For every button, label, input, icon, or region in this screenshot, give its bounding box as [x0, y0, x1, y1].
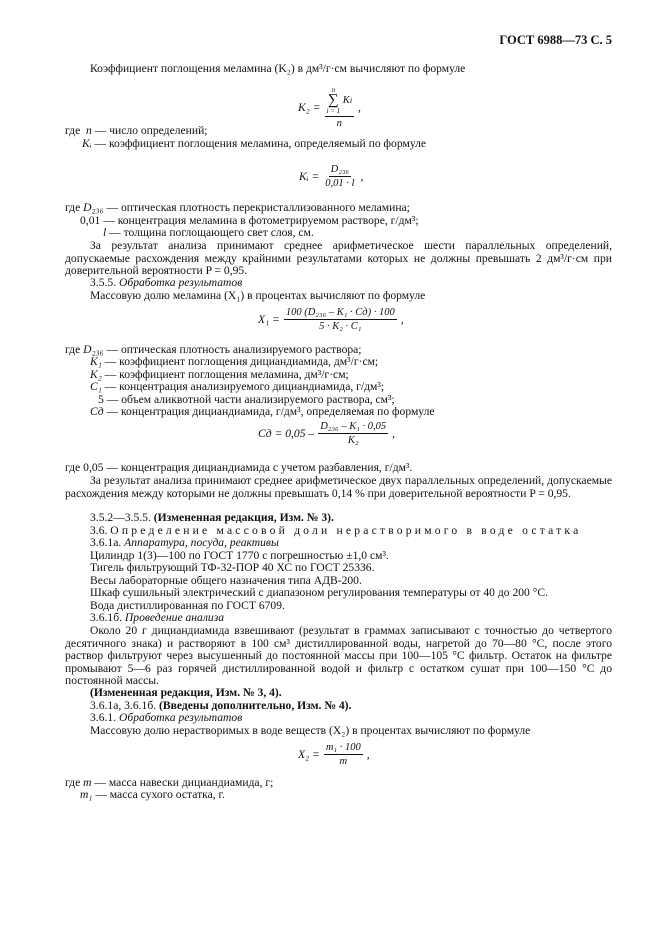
equipment-item: Весы лабораторные общего назначения типа АДВ-200. — [90, 574, 362, 587]
formula-x2: X₂ = $\frac{\text{m₁ · 100}}{m}$ , — [298, 742, 370, 767]
text-line: Коэффициент поглощения меламина (K₂) в дм³/г·см вычисляют по формуле — [90, 62, 466, 75]
amendment-note: 3.6.1а, 3.6.1б. (Введены дополнительно, Изм. № 4). — [90, 699, 352, 712]
text-line: Массовую долю нерастворимых в воде веществ (X₂) в процентах вычисляют по формуле — [90, 724, 531, 737]
sum-upper: n — [331, 86, 336, 94]
equipment-item: Вода дистиллированная по ГОСТ 6709. — [90, 599, 285, 612]
formula-ki: Kᵢ = $\frac{\text{D₂₃₆}}{0,01 \cdot l}$ , — [299, 164, 364, 189]
section-3-6-1b: 3.6.1б. Проведение анализа — [90, 611, 225, 624]
where-c1: C₁ — концентрация анализируемого дициандиамида, г/дм³; — [90, 380, 385, 393]
where-cd: Cд — концентрация дициандиамида, г/дм³, определяемая по формуле — [90, 405, 435, 418]
amendment-note: (Измененная редакция, Изм. № 3, 4). — [90, 686, 282, 699]
formula-den: n — [336, 118, 342, 129]
amendment-note: 3.5.2—3.5.5. (Измененная редакция, Изм. № 3). — [90, 511, 334, 524]
where-d236-2: где D₂₃₆ — оптическая плотность анализируемого раствора; — [65, 343, 362, 356]
section-3-6-1a: 3.6.1а. Аппаратура, посуда, реактивы — [90, 536, 279, 549]
sum-term: K — [342, 95, 350, 106]
equipment-item: Цилиндр 1(3)—100 по ГОСТ 1770 с погрешностью ±1,0 см³. — [90, 549, 389, 562]
where-005: где 0,05 — концентрация дициандиамида с учетом разбавления, г/дм³. — [65, 461, 413, 474]
formula-k2: K₂ = n ∑ i = 1 K i n , — [298, 86, 361, 129]
formula-cd: Cд = 0,05 – $\frac{\text{D₂₃₆ – K₁ · 0,05}}{\text{K₂}}$ , — [258, 421, 396, 446]
where-m1: m₁ — масса сухого остатка, г. — [80, 788, 225, 801]
where-ki: Kᵢ — коэффициент поглощения меламина, определяемый по формуле — [82, 137, 427, 150]
formula-comma: , — [358, 101, 361, 114]
equipment-item: Тигель фильтрующий ТФ-32-ПОР 40 ХС по ГОСТ 25336. — [90, 561, 375, 574]
formula-x1: X₁ = $\frac{\text{100 (D₂₃₆ – K₁ · Cд) · 100}}{\text{5 · K₂ · C₁}}$ , — [258, 307, 404, 332]
section-3-6-1: 3.6.1. Обработка результатов — [90, 711, 243, 724]
paragraph-procedure: Около 20 г дициандиамида взвешивают (результат в граммах записывают с точностью до четвертого десятичного знака) и растворяют в 100 см³ дистиллированной воды, нагретой до 70—80 °С, после этого раствор фильтруют через высушенный до постоянной массы при 100—105 °С фильтр. Остаток на фильтре промывают 5—6 раз горячей дистиллированной водой и фильтр с остатком сушат при 100—150 °С до постоянной массы. — [65, 624, 612, 688]
where-k2: K₂ — коэффициент поглощения меламина, дм³/г·см; — [90, 368, 349, 381]
paragraph-result-k2: За результат анализа принимают среднее арифметическое шести параллельных определений, допускаемые расхождения между крайними результатами которых не должны превышать 2 дм³/г·см при доверительной вероятности P = 0,95. — [65, 239, 612, 278]
where-d236: где D₂₃₆ — оптическая плотность перекристаллизованного меламина; — [65, 201, 410, 214]
text-line: Массовую долю меламина (X₁) в процентах вычисляют по формуле — [90, 289, 426, 302]
paragraph-result-x1: За результат анализа принимают среднее арифметическое двух параллельных определений, допускаемые расхождения между которыми не должны превышать 0,14 % при доверительной вероятности P = 0,95. — [65, 474, 612, 500]
where-5: 5 — объем аликвотной части анализируемого раствора, см³; — [98, 393, 395, 406]
where-m: где m — масса навески дициандиамида, г; — [65, 776, 274, 789]
sum-lower: i = 1 — [326, 107, 341, 115]
section-3-6: 3.6. Определение массовой доли нерастворимого в воде остатка — [90, 524, 582, 537]
equipment-item: Шкаф сушильный электрический с диапазоном регулирования температуры от 40 до 200 °С. — [90, 586, 549, 599]
section-3-5-5: 3.5.5. Обработка результатов — [90, 276, 243, 289]
where-k1: K₁ — коэффициент поглощения дициандиамида, дм³/г·см; — [90, 355, 379, 368]
page-header: ГОСТ 6988—73 С. 5 — [499, 33, 612, 47]
where-001: 0,01 — концентрация меламина в фотометрируемом растворе, г/дм³; — [80, 214, 419, 227]
formula-lhs: K₂ = — [298, 101, 321, 114]
where-l: l — толщина поглощающего свет слоя, см. — [103, 226, 314, 239]
where-n: где n — число определений; — [65, 124, 208, 137]
